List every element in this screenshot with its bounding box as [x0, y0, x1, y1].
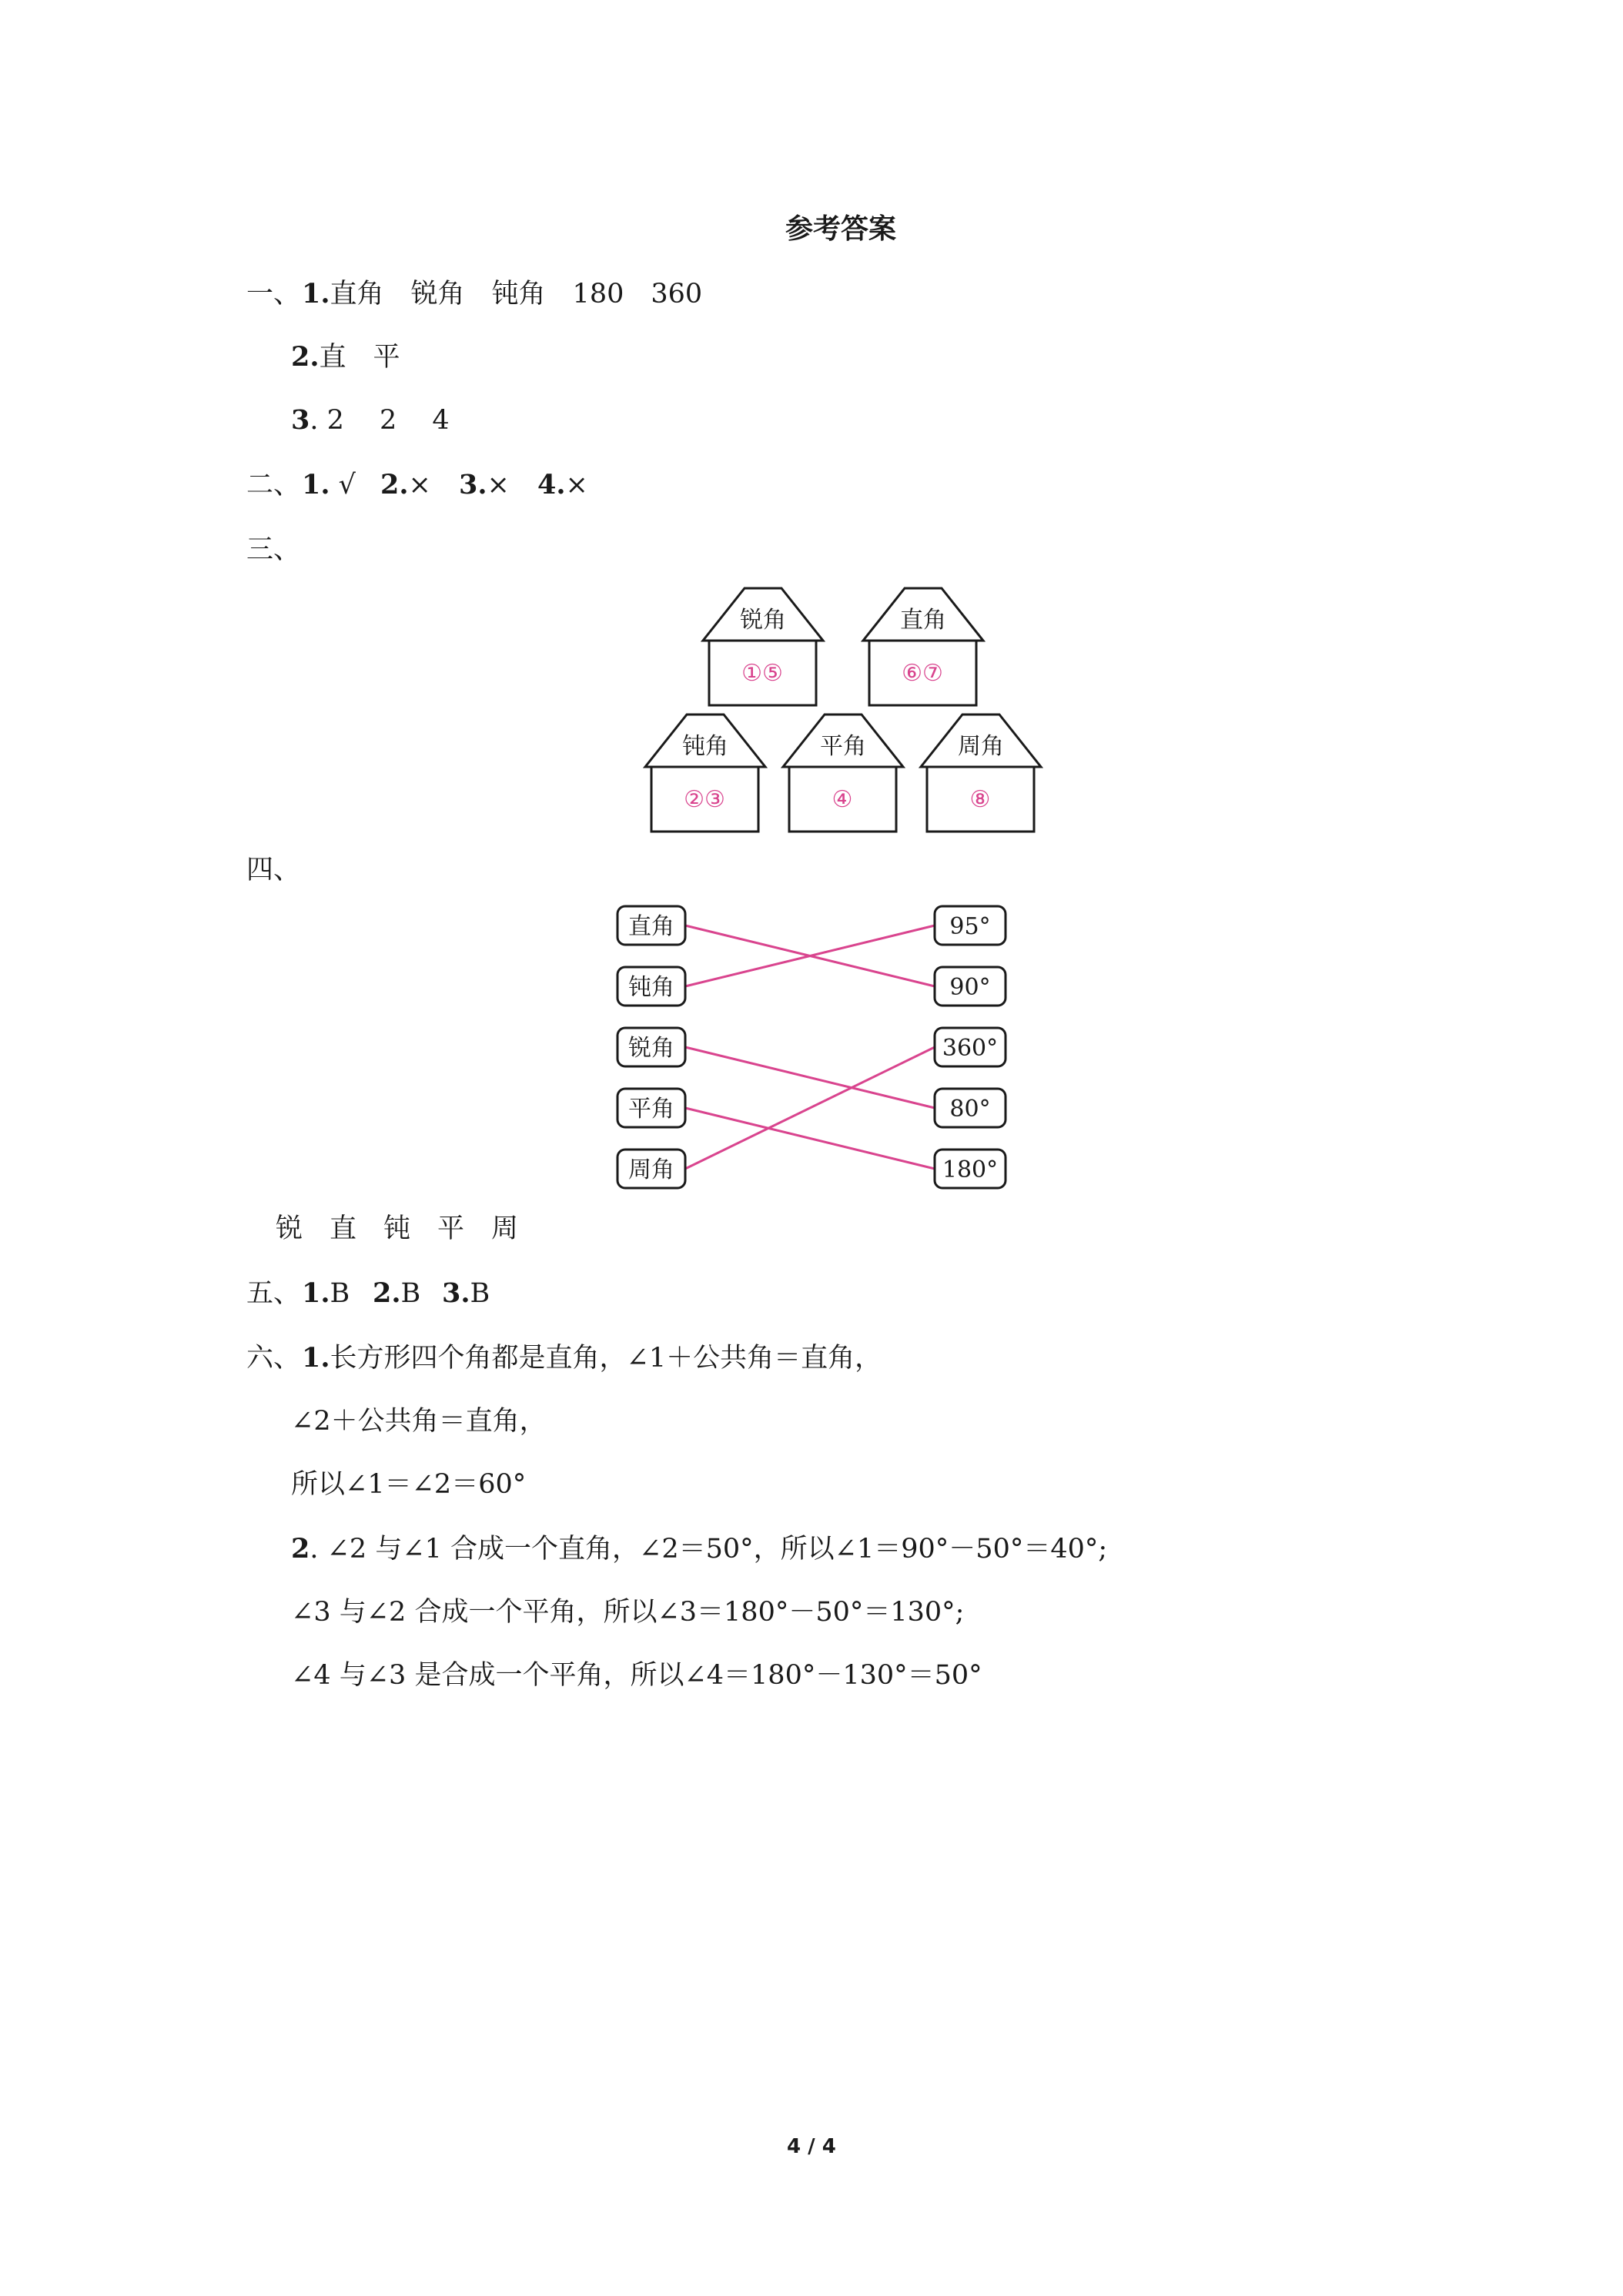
answer-text: 长方形四个角都是直角，∠1＋公共角＝直角， [330, 1343, 882, 1374]
matching-summary: 锐 直 钝 平 周 [276, 1213, 519, 1244]
answer-text: 直 平 [319, 342, 400, 373]
house-label: 钝角 [682, 733, 728, 760]
section-3-marker: 三、 [246, 534, 301, 565]
left-box-label: 平角 [628, 1096, 674, 1123]
answer-text: B [400, 1278, 421, 1309]
answer-text: √ [330, 470, 356, 500]
answer-5-1 [302, 1277, 350, 1310]
section-6-marker: 六、 [246, 1343, 301, 1374]
right-box-label: 80° [949, 1096, 991, 1123]
right-box-label: 95° [949, 913, 991, 940]
section-1-marker: 一、 [246, 279, 301, 310]
answer-text: . ∠2 与∠1 合成一个直角，∠2＝50°，所以∠1＝90°－50°＝40°; [310, 1534, 1108, 1565]
question-number: 1. [302, 469, 330, 500]
match-line [685, 1108, 935, 1169]
house-answer: ⑧ [969, 786, 991, 813]
question-number: 4. [537, 469, 566, 500]
house-answer: ①⑤ [741, 660, 783, 687]
answer-text: × [408, 470, 431, 500]
question-number: 2. [380, 469, 409, 500]
house-answer: ②③ [684, 786, 725, 813]
answer-text: × [487, 470, 510, 500]
answer-text: × [565, 470, 588, 500]
left-box-label: 直角 [628, 913, 674, 940]
question-number: 1. [302, 1342, 330, 1374]
right-box-label: 180° [942, 1156, 999, 1183]
answer-text: B [470, 1278, 490, 1309]
answer-6-1-line-2: ∠2＋公共角＝直角， [291, 1406, 547, 1437]
page-title: 参考答案 [785, 213, 897, 245]
section-5-marker: 五、 [246, 1278, 301, 1309]
match-line [685, 1047, 935, 1108]
answer-5-3 [442, 1277, 490, 1310]
section-4-marker: 四、 [246, 855, 301, 885]
left-box-label: 周角 [628, 1156, 674, 1183]
answer-text: . 2 2 4 [310, 405, 450, 436]
answer-6-2-line-3: ∠4 与∠3 是合成一个平角，所以∠4＝180°－130°＝50° [291, 1660, 982, 1691]
right-box-label: 90° [949, 974, 991, 1001]
section-2-marker: 二、 [246, 470, 301, 500]
house-label: 周角 [958, 733, 1004, 760]
question-number: 2. [373, 1277, 401, 1309]
question-number: 3. [459, 469, 487, 500]
answer-6-2-line-2: ∠3 与∠2 合成一个平角，所以∠3＝180°－50°＝130°; [291, 1597, 965, 1628]
left-box-label: 钝角 [628, 974, 674, 1001]
answer-6-2-line-1 [291, 1532, 1107, 1566]
question-number: 1. [302, 278, 330, 310]
answer-6-1-line-1 [302, 1341, 882, 1375]
page-number: 4 / 4 [787, 2135, 836, 2158]
question-number: 2 [291, 1533, 310, 1565]
match-line [685, 1047, 935, 1169]
house-label: 平角 [820, 733, 866, 760]
house-answer: ④ [832, 786, 853, 813]
answer-6-1-line-3: 所以∠1＝∠2＝60° [291, 1469, 527, 1500]
answer-text: 直角 锐角 钝角 180 360 [330, 279, 703, 310]
house-answer: ⑥⑦ [902, 660, 943, 687]
answer-5-2 [373, 1277, 420, 1310]
question-number: 1. [302, 1277, 330, 1309]
answer-text: B [330, 1278, 350, 1309]
house-label: 直角 [900, 607, 946, 634]
right-box-label: 360° [942, 1035, 999, 1062]
question-number: 2. [291, 341, 320, 373]
house-label: 锐角 [740, 607, 786, 634]
question-number: 3. [442, 1277, 470, 1309]
question-number: 3 [291, 404, 310, 436]
left-box-label: 锐角 [628, 1035, 674, 1062]
